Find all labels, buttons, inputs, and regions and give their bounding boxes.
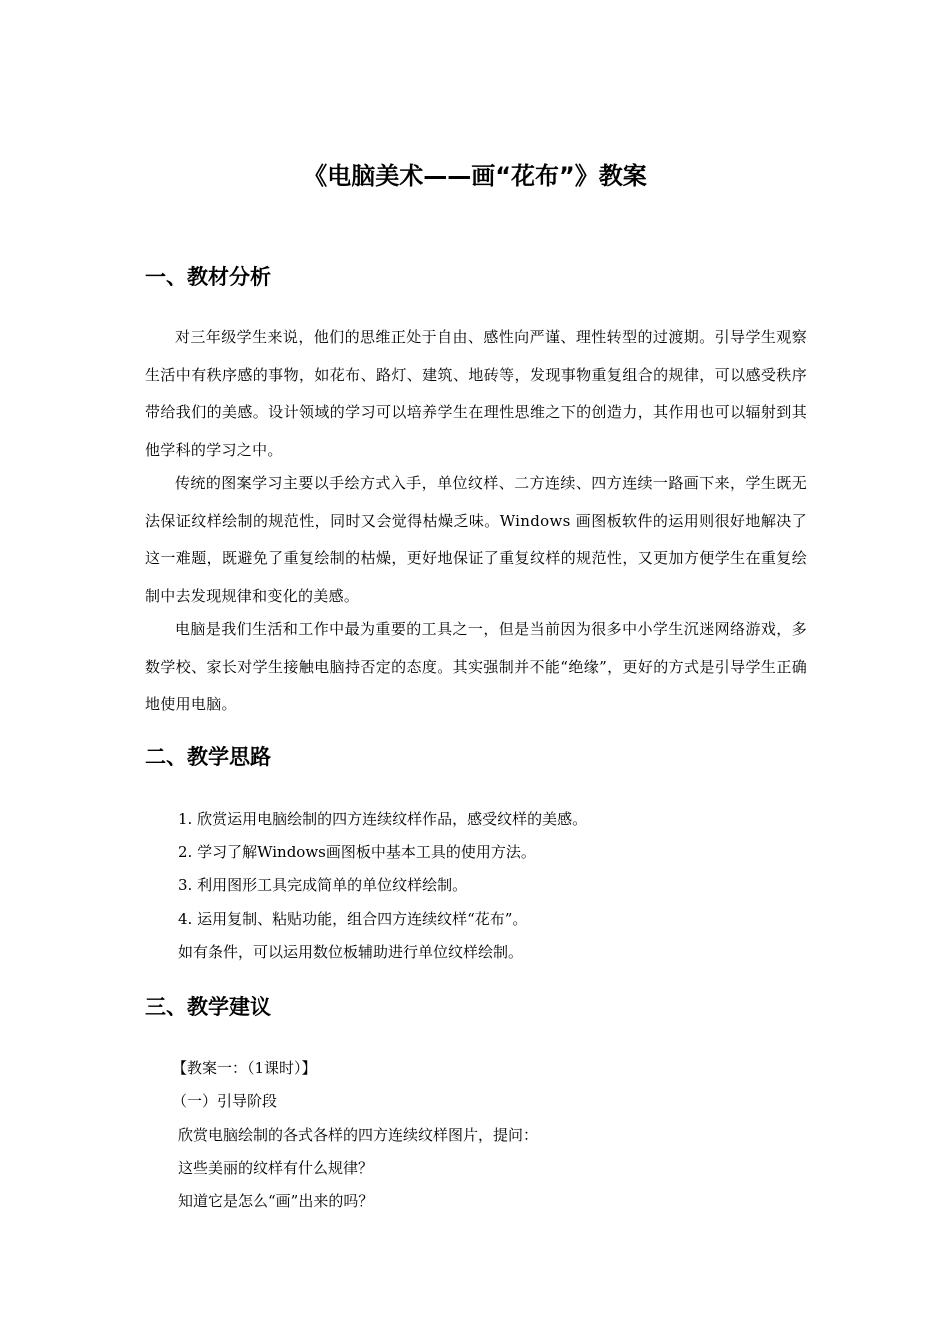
- list-item: 2. 学习了解Windows画图板中基本工具的使用方法。: [178, 843, 536, 861]
- lesson-plan-label: 【教案一：（1课时）】: [172, 1059, 317, 1077]
- condition-note: 如有条件，可以运用数位板辅助进行单位纹样绘制。: [178, 943, 524, 961]
- question-line: 知道它是怎么“画”出来的吗？: [178, 1192, 374, 1210]
- paragraph-3: 电脑是我们生活和工作中最为重要的工具之一，但是当前因为很多中小学生沉迷网络游戏，多数学校、家长对学生接触电脑持否定的态度。其实强制并不能“绝缘”，更好的方式是引导学生正确地使用电脑。: [145, 620, 807, 713]
- list-item: 4. 运用复制、粘贴功能，组合四方连续纹样“花布”。: [178, 910, 528, 928]
- paragraph-2: 传统的图案学习主要以手绘方式入手，单位纹样、二方连续、四方连续一路画下来，学生既无法保证纹样绘制的规范性，同时又会觉得枯燥乏味。Windows 画图板软件的运用则很好地解决了这一难题，既避免了重复绘制的枯燥，更好地保证了重复纹样的规范性，又更加方便学生在重复绘制中去发现规律和变化的美感。: [145, 474, 807, 605]
- text-line: 欣赏电脑绘制的各式各样的四方连续纹样图片，提问：: [178, 1126, 539, 1144]
- document-title: 《电脑美术——画“花布”》教案: [303, 162, 647, 190]
- question-line: 这些美丽的纹样有什么规律？: [178, 1159, 374, 1177]
- section-heading-teaching-suggestions: 三、教学建议: [145, 995, 271, 1019]
- section-heading-teaching-ideas: 二、教学思路: [145, 745, 271, 769]
- list-item: 3. 利用图形工具完成简单的单位纹样绘制。: [178, 876, 468, 894]
- list-item: 1. 欣赏运用电脑绘制的四方连续纹样作品，感受纹样的美感。: [178, 810, 588, 828]
- paragraph-1: 对三年级学生来说，他们的思维正处于自由、感性向严谨、理性转型的过渡期。引导学生观察生活中有秩序感的事物，如花布、路灯、建筑、地砖等，发现事物重复组合的规律，可以感受秩序带给我们的美感。设计领域的学习可以培养学生在理性思维之下的创造力，其作用也可以辐射到其他学科的学习之中。: [145, 328, 807, 459]
- stage-label: （一）引导阶段: [172, 1092, 278, 1110]
- section-heading-material-analysis: 一、教材分析: [145, 265, 271, 289]
